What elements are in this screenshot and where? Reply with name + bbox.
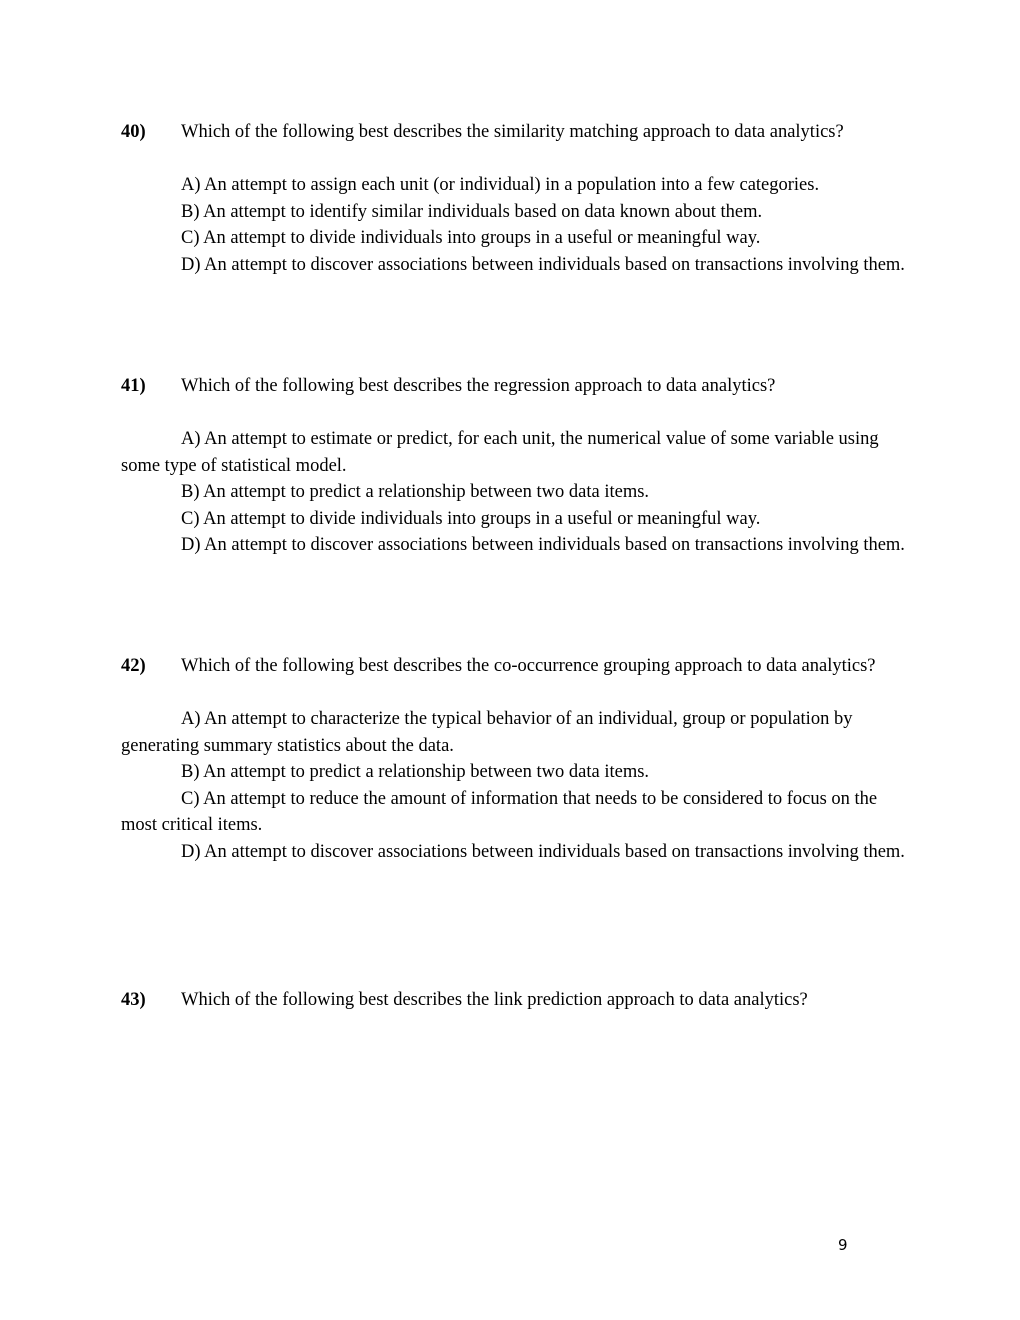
- option-a: A) An attempt to characterize the typical behavior of an individual, group or population by generating summary statistics about the data.: [121, 709, 853, 756]
- question-number: 41): [121, 376, 146, 396]
- question-42: [121, 653, 911, 865]
- question-stem: [121, 373, 911, 400]
- question-text: Which of the following best describes the link prediction approach to data analytics?: [181, 990, 808, 1010]
- question-text: Which of the following best describes the co-occurrence grouping approach to data analytics?: [181, 656, 876, 676]
- option-d: D) An attempt to discover associations between individuals based on transactions involving them.: [181, 841, 905, 862]
- question-stem: [121, 119, 911, 146]
- question-41: [121, 373, 911, 559]
- question-number: 40): [121, 122, 146, 142]
- option-a: A) An attempt to assign each unit (or individual) in a population into a few categories.: [181, 175, 820, 195]
- question-text: Which of the following best describes the similarity matching approach to data analytics?: [181, 122, 844, 142]
- page-number: 9: [838, 1236, 848, 1254]
- option-c: C) An attempt to divide individuals into groups in a useful or meaningful way.: [181, 508, 761, 529]
- option-b: B) An attempt to predict a relationship between two data items.: [181, 482, 650, 502]
- answer-options: [121, 172, 911, 278]
- option-d: D) An attempt to discover associations between individuals based on transactions involving them.: [181, 254, 905, 275]
- question-number: 43): [121, 990, 146, 1010]
- option-d: D) An attempt to discover associations between individuals based on transactions involving them.: [181, 535, 905, 555]
- option-b: B) An attempt to predict a relationship between two data items.: [181, 762, 650, 782]
- option-c: C) An attempt to divide individuals into groups in a useful or meaningful way.: [181, 228, 761, 248]
- answer-options: [121, 426, 911, 559]
- option-c: C) An attempt to reduce the amount of information that needs to be considered to focus on the most critical items.: [121, 788, 878, 835]
- question-text: Which of the following best describes the regression approach to data analytics?: [181, 376, 776, 396]
- question-43: [121, 987, 911, 1014]
- answer-options: [121, 706, 911, 865]
- option-b: B) An attempt to identify similar individuals based on data known about them.: [181, 201, 763, 222]
- question-stem: [121, 987, 911, 1014]
- question-40: [121, 119, 911, 278]
- option-a: A) An attempt to estimate or predict, for each unit, the numerical value of some variable using some type of statistical model.: [121, 429, 879, 476]
- question-stem: [121, 653, 911, 680]
- question-number: 42): [121, 656, 146, 676]
